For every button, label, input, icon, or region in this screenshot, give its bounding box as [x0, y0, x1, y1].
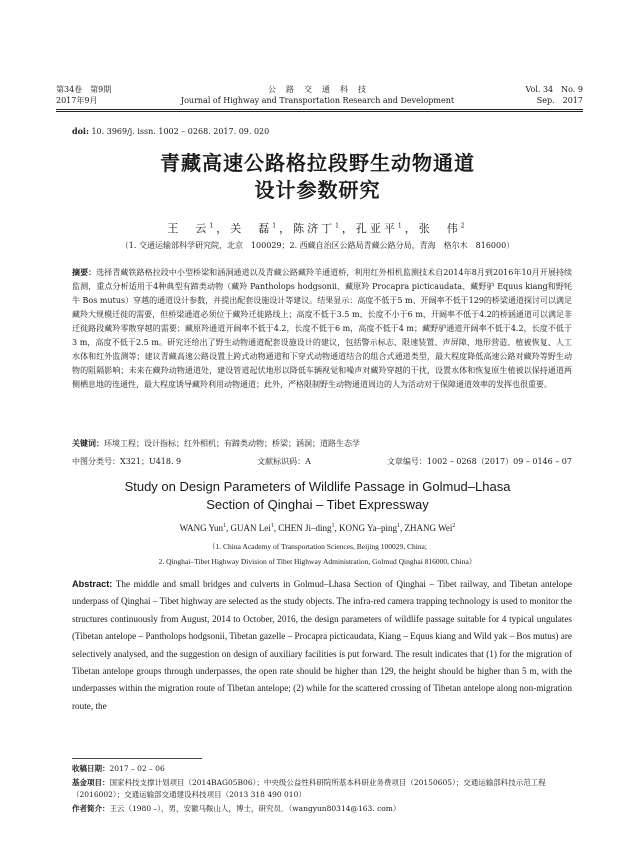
- author-en-2-affil: 1: [270, 523, 274, 529]
- header-date-cn: 2017年9月: [56, 96, 98, 105]
- header-volume-cn: [56, 84, 111, 106]
- author-cn-2-affil: 1: [272, 222, 280, 230]
- fund-text: 国家科技支撑计划项目（2014BAG05B06）；中央级公益性科研院所基本科研业务费项目（20150605）；交通运输部科技示范工程（2016002）；交通运输部交通建设科技项目（2013 318 490 010）: [72, 778, 546, 799]
- author-en-1-affil: 1: [223, 523, 227, 529]
- doi-label: doi:: [72, 126, 89, 136]
- title-en-line1: Study on Design Parameters of Wildlife Passage in Golmud–Lhasa: [124, 479, 511, 494]
- header-volume-issue-en: Vol. 34 No. 9: [525, 85, 583, 94]
- abstract-en-label: Abstract:: [72, 579, 113, 589]
- header-journal-cn: 公 路 交 通 科 技: [268, 85, 367, 94]
- author-cn-3: ，陈济丁: [279, 222, 336, 235]
- affiliation-en-2: 2. Qinghai–Tibet Highway Division of Tibet Highway Administration, Golmud Qinghai 816000, China）: [158, 557, 477, 566]
- author-en-4: , KONG Ya–ping: [334, 523, 398, 533]
- affiliations-cn: （1. 交通运输部科学研究院，北京 100029；2. 西藏自治区公路局青藏公路分局，青海 格尔木 816000）: [120, 241, 515, 250]
- author-en-1: WANG Yun: [179, 523, 224, 533]
- author-cn-1-affil: 1: [209, 222, 217, 230]
- header-rule-thin: [56, 111, 583, 112]
- abstract-en-text: The middle and small bridges and culverts in Golmud–Lhasa Section of Qinghai – Tibet railway, and Tibetan antelope underpass of Qinghai – Tibet highway are selected as the study objects. The infra-red camera trapping technology is used to monitor the structures continuously from August, 2014 to October, 2016, the design parameters of wildlife passage suitable for 4 typical ungulates (Tibetan antelope – Pantholops hodgsonii, Tibetan gazelle – Procapra picticaudata, Kiang – Equus kiang and Wild yak – Bos mutus) are selectively analysed, and the suggestion on design of auxiliary facilities is put forward. The result indicates that (1) for the migration of Tibetan antelope groups through underpasses, the open rate should be higher than 129, the height should be higher than 5 m, with the underpasses within the migration route of Tibetan antelope; (2) while for the scattered crossing of Tibetan antelope along non-migration route, the: [72, 579, 572, 711]
- doi-line: [72, 126, 269, 136]
- title-cn-line2: 设计参数研究: [254, 178, 381, 202]
- author-bio-label: 作者简介：: [72, 804, 110, 813]
- article-number: 文章编号：1002 – 0268（2017）09 – 0146 – 07: [386, 457, 572, 466]
- author-cn-4: ，孔亚平: [341, 222, 398, 235]
- clc-number: 中图分类号：X321；U418. 9: [72, 457, 182, 466]
- abstract-cn-text: 选择青藏铁路格拉段中小型桥梁和涵洞通道以及青藏公路藏羚羊通道桥，利用红外相机监测技术自2014年8月到2016年10月开展持续监测，重点分析适用于4种典型有蹄类动物（藏羚 Pantholops hodgsonii、藏原羚 Procapra picticaudata、藏野驴 Equus kiang和野牦牛 Bos mutus）穿越的通道设计参数，并提出配套设施设计等建议。结果显示：高度不低于5 m、开阔率不低于129的桥梁通道探讨可以满足藏羚大规模迁徙的需要，但桥梁通道必须位于藏羚迁徙路线上；高度不低于3.5 m、长度不小于6 m、开阔率不低于4.2的桥涵通道可以满足非迁徙路段藏羚零散穿越的需要；藏原羚通道开阔率不低于4.2，长度不低于6 m，高度不低于4 m；藏野驴通道开阔率不低于4.2，长度不低于3 m，高度不低于2.5 m。研究还给出了野生动物通道配套设施设计的建议，包括警示标志、限速装置、声屏障、地形营造、植被恢复、人工水体和红外监测等；建议青藏高速公路设置上跨式动物通道和下穿式动物通道结合的组合式通道类型，最大程度降低高速公路对藏羚等野生动物的阻隔影响；未来在藏羚动物通道处，建设管道起伏地形以降低车辆视觉和噪声对藏羚穿越的干扰，设置水体和恢复原生植被以保持通道两侧栖息地的连通性，最大程度诱导藏羚利用动物通道；此外，严格限制野生动物通道周边的人为活动对于保障通道效率的发挥也很重要。: [72, 268, 573, 389]
- author-cn-5-affil: 2: [460, 222, 468, 230]
- title-en-line2: Section of Qinghai – Tibet Expressway: [206, 497, 429, 512]
- footnote-received: [72, 763, 572, 775]
- fund-label: 基金项目：: [72, 778, 110, 787]
- keywords-cn-label: 关键词：: [72, 439, 104, 448]
- author-en-2: , GUAN Lei: [226, 523, 271, 533]
- footnote-rule: [72, 758, 202, 759]
- author-en-5-affil: 2: [452, 523, 456, 529]
- author-en-4-affil: 1: [397, 523, 401, 529]
- author-en-3-affil: 1: [331, 523, 335, 529]
- keywords-cn-text: 环境工程；设计指标；红外相机；有蹄类动物；桥梁；涵洞；道路生态学: [104, 439, 360, 448]
- classification-line: [72, 456, 572, 467]
- keywords-cn: [72, 438, 572, 449]
- received-date: 2017 – 02 – 06: [109, 764, 165, 773]
- title-cn-line1: 青藏高速公路格拉段野生动物通道: [160, 151, 475, 175]
- header-volume-issue-cn: 第34卷 第9期: [56, 85, 112, 94]
- header-date-en: Sep. 2017: [536, 96, 583, 105]
- header-journal-en: Journal of Highway and Transportation Research and Development: [180, 96, 455, 105]
- abstract-cn: [72, 266, 572, 392]
- header-volume-en: [525, 84, 583, 106]
- author-cn-3-affil: 1: [335, 222, 342, 230]
- document-code: 文献标识码：A: [257, 457, 311, 466]
- author-bio-text: 王云（1980 –），男，安徽马鞍山人，博士，研究员．（wangyun80314@163. com）: [109, 804, 401, 813]
- header-journal: [150, 84, 485, 106]
- footnote-author: [72, 803, 572, 815]
- abstract-cn-label: 摘要：: [72, 268, 97, 277]
- authors-cn: [0, 220, 635, 236]
- author-cn-5: ，张 伟: [404, 222, 461, 235]
- header-rule: [56, 109, 583, 110]
- author-cn-2: ，关 磊: [216, 222, 273, 235]
- authors-en: [0, 523, 635, 533]
- author-cn-1: 王 云: [167, 222, 210, 235]
- abstract-en: [72, 576, 572, 715]
- author-cn-4-affil: 1: [397, 222, 405, 230]
- author-en-5: , ZHANG Wei: [400, 523, 453, 533]
- author-en-3: , CHEN Ji–ding: [273, 523, 332, 533]
- affiliation-en-1: （1. China Academy of Transportation Sciences, Beijing 100029, China;: [208, 542, 427, 551]
- received-label: 收稿日期：: [72, 764, 110, 773]
- footnote-fund: [72, 777, 572, 801]
- doi-value: 10. 3969/j. issn. 1002 – 0268. 2017. 09. 020: [91, 127, 270, 136]
